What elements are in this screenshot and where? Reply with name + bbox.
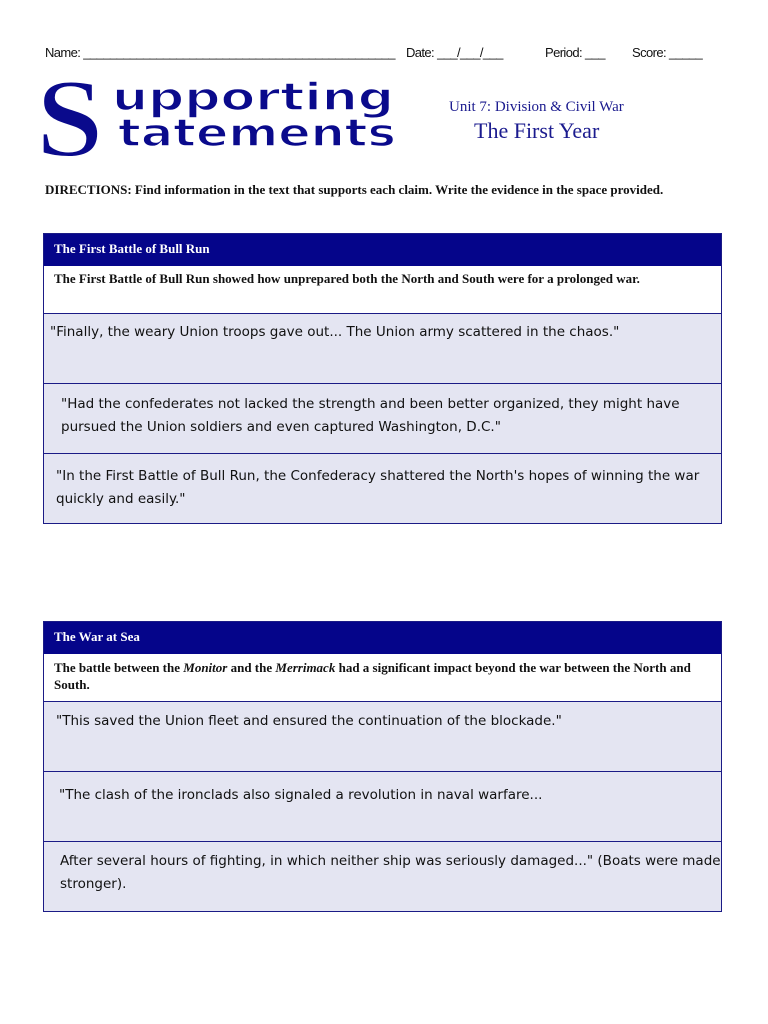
section-bull-run xyxy=(43,233,722,524)
section-heading: The War at Sea xyxy=(44,622,721,654)
ship-name-monitor: Monitor xyxy=(183,660,228,675)
score-field[interactable]: Score: _____ xyxy=(632,45,703,60)
ship-name-merrimack: Merrimack xyxy=(275,660,336,675)
name-field[interactable]: Name: _______________________________________________ xyxy=(45,45,395,60)
logo-big-s: S xyxy=(36,72,104,162)
logo-line-1: upporting xyxy=(112,75,394,119)
unit-label: Unit 7: Division & Civil War xyxy=(449,99,624,115)
supporting-statements-logo xyxy=(34,72,404,162)
section-heading: The First Battle of Bull Run xyxy=(44,234,721,266)
directions-text: DIRECTIONS: Find information in the text that supports each claim. Write the evidence in the space provided. xyxy=(45,182,664,197)
evidence-box[interactable]: "Had the confederates not lacked the strength and been better organized, they might have pursued the Union soldiers and even captured Washington, D.C." xyxy=(44,384,721,454)
section-war-at-sea xyxy=(43,621,722,912)
evidence-box[interactable]: "In the First Battle of Bull Run, the Confederacy shattered the North's hopes of winning the war quickly and easily." xyxy=(44,454,721,523)
student-info-header xyxy=(0,45,768,65)
claim-text xyxy=(44,654,721,702)
date-field[interactable]: Date: ___/___/___ xyxy=(406,45,503,60)
claim-part: had a significant impact beyond the war between the North and South. xyxy=(54,660,691,692)
evidence-box[interactable]: "This saved the Union fleet and ensured the continuation of the blockade." xyxy=(44,702,721,772)
evidence-box[interactable]: After several hours of fighting, in which neither ship was seriously damaged..." (Boats were made stronger). xyxy=(44,842,721,911)
claim-part: and the xyxy=(227,660,276,675)
page-title: The First Year xyxy=(474,118,600,143)
claim-part: The battle between the xyxy=(54,660,184,675)
evidence-box[interactable]: "Finally, the weary Union troops gave out... The Union army scattered in the chaos." xyxy=(44,314,721,384)
claim-text: The First Battle of Bull Run showed how unprepared both the North and South were for a prolonged war. xyxy=(44,266,721,314)
evidence-box[interactable]: "The clash of the ironclads also signaled a revolution in naval warfare... xyxy=(44,772,721,842)
period-field[interactable]: Period: ___ xyxy=(545,45,605,60)
logo-line-2: tatements xyxy=(118,111,396,155)
